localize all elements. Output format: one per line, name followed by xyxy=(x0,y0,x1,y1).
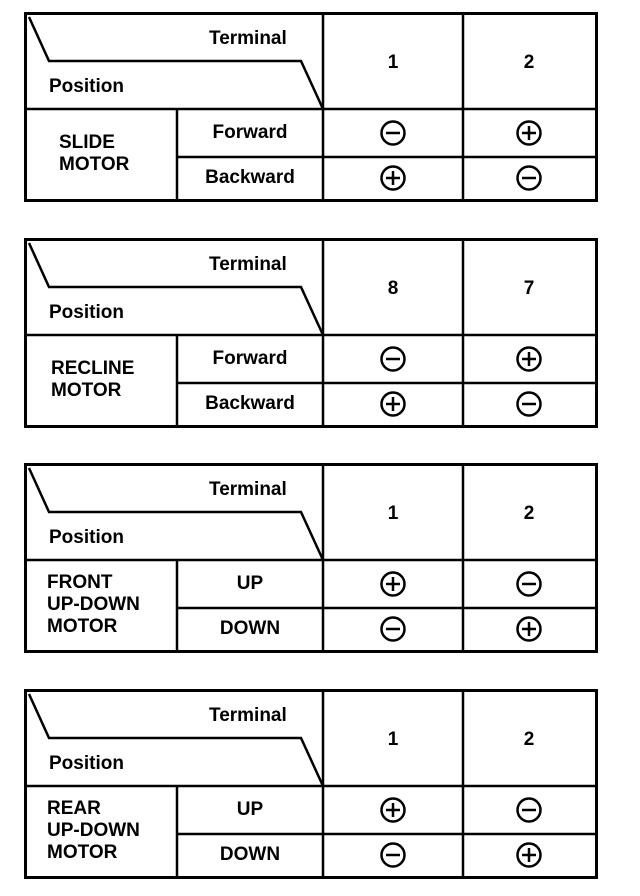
minus-sign-icon xyxy=(515,796,543,824)
plus-sign-icon xyxy=(515,345,543,373)
terminal-label: Terminal xyxy=(209,254,287,275)
motor-name: RECLINE MOTOR xyxy=(51,358,135,401)
plus-sign-icon xyxy=(515,119,543,147)
terminal-number: 1 xyxy=(387,729,399,750)
terminal-number: 2 xyxy=(523,503,535,524)
position-row-label: DOWN xyxy=(219,844,281,865)
plus-sign-icon xyxy=(379,570,407,598)
minus-sign-icon xyxy=(515,164,543,192)
terminal-table xyxy=(24,463,598,653)
position-label: Position xyxy=(49,527,124,548)
terminal-number: 1 xyxy=(387,52,399,73)
terminal-label: Terminal xyxy=(209,28,287,49)
terminal-number: 1 xyxy=(387,503,399,524)
position-row-label: Backward xyxy=(205,393,295,414)
plus-sign-icon xyxy=(379,164,407,192)
terminal-number: 2 xyxy=(523,52,535,73)
minus-sign-icon xyxy=(515,570,543,598)
minus-sign-icon xyxy=(379,615,407,643)
terminal-number: 8 xyxy=(387,278,399,299)
position-row-label: UP xyxy=(236,799,264,820)
plus-sign-icon xyxy=(515,841,543,869)
motor-name: SLIDE MOTOR xyxy=(59,132,130,175)
terminal-label: Terminal xyxy=(209,705,287,726)
position-row-label: UP xyxy=(236,573,264,594)
minus-sign-icon xyxy=(379,119,407,147)
position-row-label: Forward xyxy=(212,348,288,369)
terminal-table xyxy=(24,689,598,879)
motor-name: REAR UP-DOWN MOTOR xyxy=(47,798,140,863)
position-label: Position xyxy=(49,302,124,323)
position-row-label: DOWN xyxy=(219,618,281,639)
plus-sign-icon xyxy=(379,796,407,824)
plus-sign-icon xyxy=(379,390,407,418)
motor-name: FRONT UP-DOWN MOTOR xyxy=(47,572,140,637)
plus-sign-icon xyxy=(515,615,543,643)
terminal-label: Terminal xyxy=(209,479,287,500)
position-row-label: Backward xyxy=(205,167,295,188)
minus-sign-icon xyxy=(379,345,407,373)
terminal-table xyxy=(24,12,598,202)
minus-sign-icon xyxy=(379,841,407,869)
position-row-label: Forward xyxy=(212,122,288,143)
position-label: Position xyxy=(49,76,124,97)
terminal-table xyxy=(24,238,598,428)
position-label: Position xyxy=(49,753,124,774)
terminal-number: 7 xyxy=(523,278,535,299)
minus-sign-icon xyxy=(515,390,543,418)
terminal-number: 2 xyxy=(523,729,535,750)
